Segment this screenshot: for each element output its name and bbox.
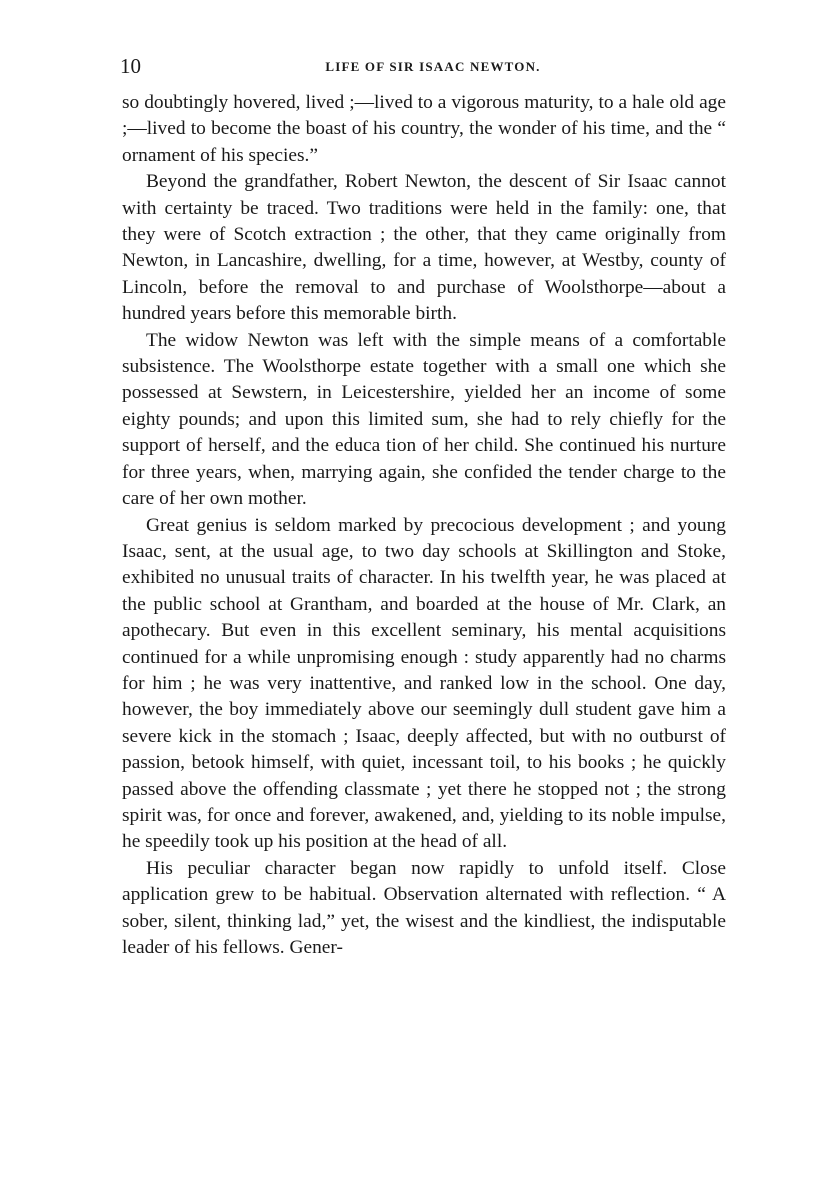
page-header bbox=[122, 52, 726, 82]
paragraph-genius: Great genius is seldom marked by precocious development ; and young Isaac, sent, at the usual age, to two day schools at Skillington and Stoke, exhibited no unusual traits of character. In his twelfth year, he was placed at the public school at Grantham, and boarded at the house of Mr. Clark, an apothecary. But even in this excellent seminary, his mental acquisitions continued for a while unpromising enough : study apparently had no charms for him ; he was very inattentive, and ranked low in the school. One day, however, the boy immediately above our seemingly dull student gave him a severe kick in the stomach ; Isaac, deeply affected, but with no outburst of passion, betook himself, with quiet, incessant toil, to his books ; he quickly passed above the offending classmate ; yet there he stopped not ; the strong spirit was, for once and forever, awakened, and, yielding to its noble impulse, he speedily took up his position at the head of all. bbox=[122, 514, 726, 853]
paragraph-descent: Beyond the grandfather, Robert Newton, the descent of Sir Isaac cannot with certainty be traced. Two traditions were held in the family: one, that they were of Scotch extraction ; the other, that they came originally from Newton, in Lancashire, dwelling, for a time, however, at Westby, county of Lincoln, before the removal to and purchase of Woolsthorpe—about a hundred years before this memorable birth. bbox=[122, 171, 726, 325]
paragraph-widow: The widow Newton was left with the simple means of a comfortable subsistence. The Woolsthorpe estate together with a small one which she possessed at Sewstern, in Leicestershire, yielded her an income of some eighty pounds; and upon this limited sum, she had to rely chiefly for the support of herself, and the educa tion of her child. She continued his nurture for three years, when, marrying again, she confided the tender charge to the care of her own mother. bbox=[122, 329, 726, 510]
body-text bbox=[122, 90, 726, 961]
paragraph-continued: so doubtingly hovered, lived ;—lived to a vigorous maturity, to a hale old age ;—lived to become the boast of his country, the wonder of his time, and the “ ornament of his species.” bbox=[122, 92, 726, 166]
running-title: LIFE OF SIR ISAAC NEWTON. bbox=[325, 59, 541, 74]
page-number: 10 bbox=[120, 54, 141, 78]
paragraph-character: His peculiar character began now rapidly to unfold itself. Close application grew to be habitual. Observation alternated with reflection. “ A sober, silent, thinking lad,” yet, the wisest and the kindliest, the indisputable leader of his fellows. Gener- bbox=[122, 857, 726, 958]
book-page bbox=[122, 52, 726, 961]
